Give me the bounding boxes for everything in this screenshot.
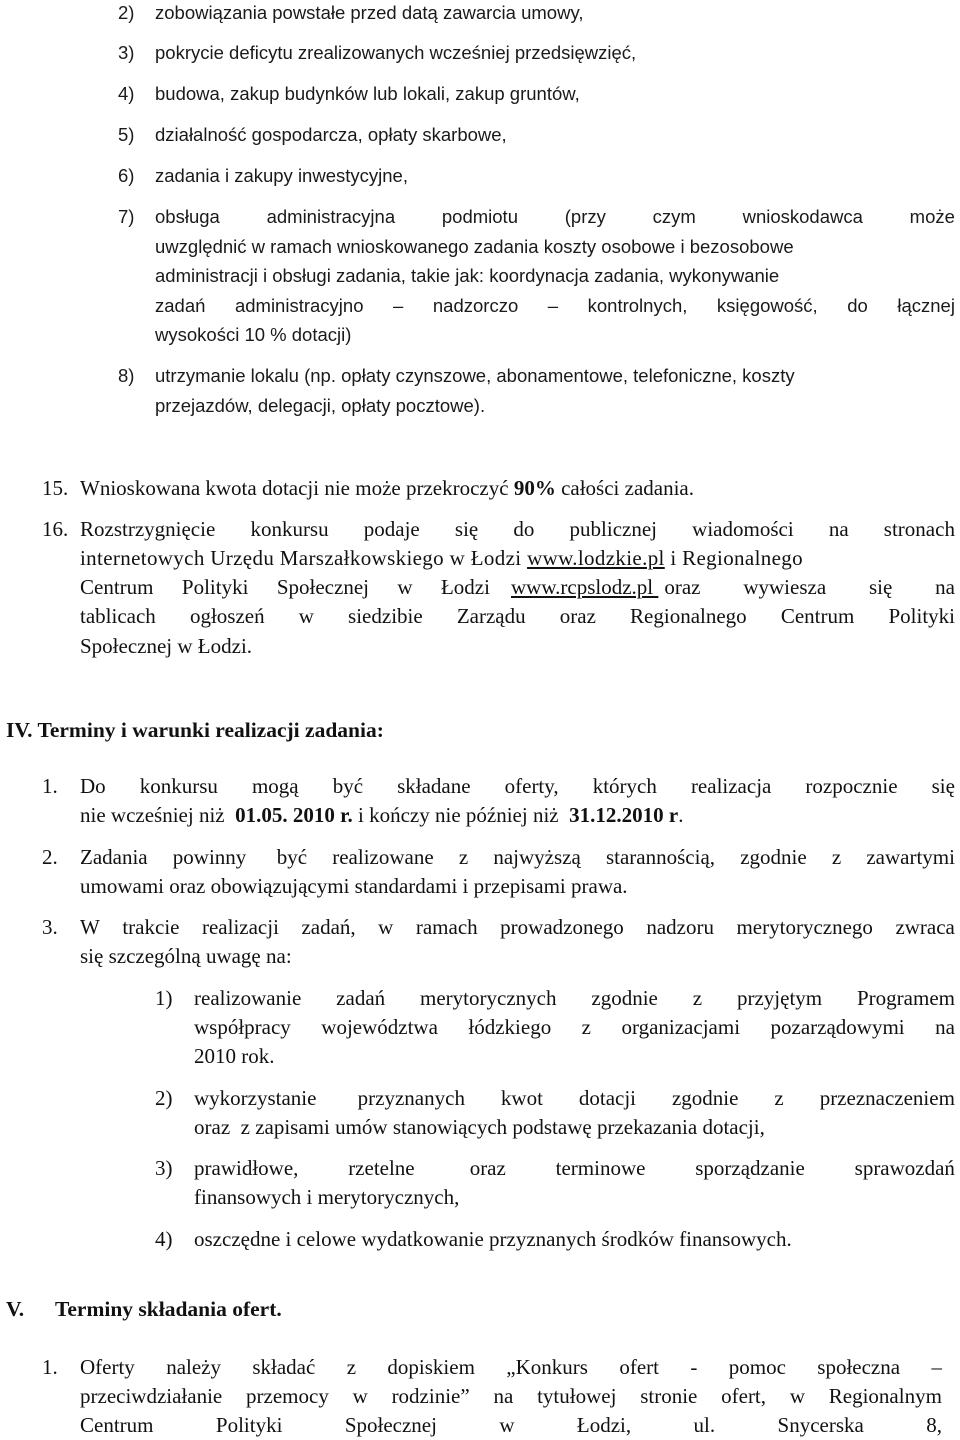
list-item-text: działalność gospodarcza, opłaty skarbowe, <box>155 124 507 145</box>
paragraph-number: 1. <box>42 774 58 798</box>
list-item-text: zobowiązania powstałe przed datą zawarcia umowy, <box>155 2 584 23</box>
paragraph-number: 16. <box>42 517 69 541</box>
rcpslodz-link[interactable]: www.rcpslodz.pl <box>511 575 659 599</box>
sublist-number: 3) <box>155 1156 173 1180</box>
section-v-heading: Terminy składania ofert. <box>55 1297 282 1321</box>
paragraph-number: 3. <box>42 915 58 939</box>
sublist-line: współpracy województwa łódzkiego z organizacjami pozarządowymi na <box>194 1015 955 1039</box>
v-1-line: przeciwdziałanie przemocy w rodzinie” na tytułowej stronie ofert, w Regionalnym <box>80 1384 942 1408</box>
v-1-line: Oferty należy składać z dopiskiem „Konkurs ofert - pomoc społeczna – <box>80 1355 942 1379</box>
list-item-number: 5) <box>118 124 135 145</box>
paragraph-15: Wnioskowana kwota dotacji nie może przekroczyć 90% całości zadania. <box>80 476 694 500</box>
list-item-number: 3) <box>118 42 135 63</box>
iv-1-line: nie wcześniej niż 01.05. 2010 r. i kończy nie później niż 31.12.2010 r. <box>80 803 684 827</box>
list-item-text: obsługa administracyjna podmiotu (przy czym wnioskodawca może <box>155 206 955 227</box>
sublist-number: 2) <box>155 1086 173 1110</box>
list-item-text: administracji i obsługi zadania, takie jak: koordynacja zadania, wykonywanie <box>155 265 780 286</box>
list-item-number: 6) <box>118 165 135 186</box>
paragraph-number: 15. <box>42 476 69 500</box>
sublist-line: finansowych i merytorycznych, <box>194 1185 460 1209</box>
list-item-number: 8) <box>118 365 135 386</box>
list-item-text: uwzględnić w ramach wnioskowanego zadania koszty osobowe i bezosobowe <box>155 236 794 257</box>
paragraph-number: 2. <box>42 845 58 869</box>
list-item-text: zadań administracyjno – nadzorczo – kontrolnych, księgowość, do łącznej <box>155 295 955 316</box>
list-item-text: przejazdów, delegacji, opłaty pocztowe). <box>155 395 486 416</box>
iv-2-line: umowami oraz obowiązującymi standardami i przepisami prawa. <box>80 874 628 898</box>
list-item-text: utrzymanie lokalu (np. opłaty czynszowe, abonamentowe, telefoniczne, koszty <box>155 365 795 386</box>
lodzkie-link[interactable]: www.lodzkie.pl <box>527 546 665 570</box>
sublist-number: 1) <box>155 986 173 1010</box>
iv-3-line: W trakcie realizacji zadań, w ramach prowadzonego nadzoru merytorycznego zwraca <box>80 915 955 939</box>
paragraph-16-line: Społecznej w Łodzi. <box>80 634 253 658</box>
list-item-number: 2) <box>118 2 135 23</box>
paragraph-number: 1. <box>42 1355 58 1379</box>
v-1-line: Centrum Polityki Społecznej w Łodzi, ul. Snycerska 8, <box>80 1413 942 1437</box>
sublist-line: oszczędne i celowe wydatkowanie przyznanych środków finansowych. <box>194 1227 792 1251</box>
sublist-line: oraz z zapisami umów stanowiących podstawę przekazania dotacji, <box>194 1115 765 1139</box>
list-item-number: 4) <box>118 83 135 104</box>
section-v-number: V. <box>6 1297 25 1321</box>
paragraph-16-line: Centrum Polityki Społecznej w Łodzi www.rcpslodz.pl oraz wywiesza się na <box>80 575 955 599</box>
start-date: 01.05. 2010 r. <box>235 803 353 827</box>
list-item-text: zadania i zakupy inwestycyjne, <box>155 165 408 186</box>
end-date: 31.12.2010 r <box>569 803 679 827</box>
list-item-text: pokrycie deficytu zrealizowanych wcześniej przedsięwzięć, <box>155 42 637 63</box>
paragraph-16-line: tablicach ogłoszeń w siedzibie Zarządu oraz Regionalnego Centrum Polityki <box>80 604 955 628</box>
sublist-line: prawidłowe, rzetelne oraz terminowe sporządzanie sprawozdań <box>194 1156 955 1180</box>
paragraph-16-line: Rozstrzygnięcie konkursu podaje się do publicznej wiadomości na stronach <box>80 517 955 541</box>
sublist-line: realizowanie zadań merytorycznych zgodnie z przyjętym Programem <box>194 986 955 1010</box>
list-item-number: 7) <box>118 206 135 227</box>
iv-2-line: Zadania powinny być realizowane z najwyższą starannością, zgodnie z zawartymi <box>80 845 955 869</box>
section-iv-heading: IV. Terminy i warunki realizacji zadania: <box>6 718 384 742</box>
sublist-number: 4) <box>155 1227 173 1251</box>
iv-3-line: się szczególną uwagę na: <box>80 944 292 968</box>
paragraph-16-line: internetowych Urzędu Marszałkowskiego w Łodzi www.lodzkie.pl i Regionalnego <box>80 546 803 570</box>
list-item-text: budowa, zakup budynków lub lokali, zakup gruntów, <box>155 83 580 104</box>
sublist-line: wykorzystanie przyznanych kwot dotacji zgodnie z przeznaczeniem <box>194 1086 955 1110</box>
iv-1-line: Do konkursu mogą być składane oferty, których realizacja rozpocznie się <box>80 774 955 798</box>
list-item-text: wysokości 10 % dotacji) <box>155 324 352 345</box>
sublist-line: 2010 rok. <box>194 1044 275 1068</box>
